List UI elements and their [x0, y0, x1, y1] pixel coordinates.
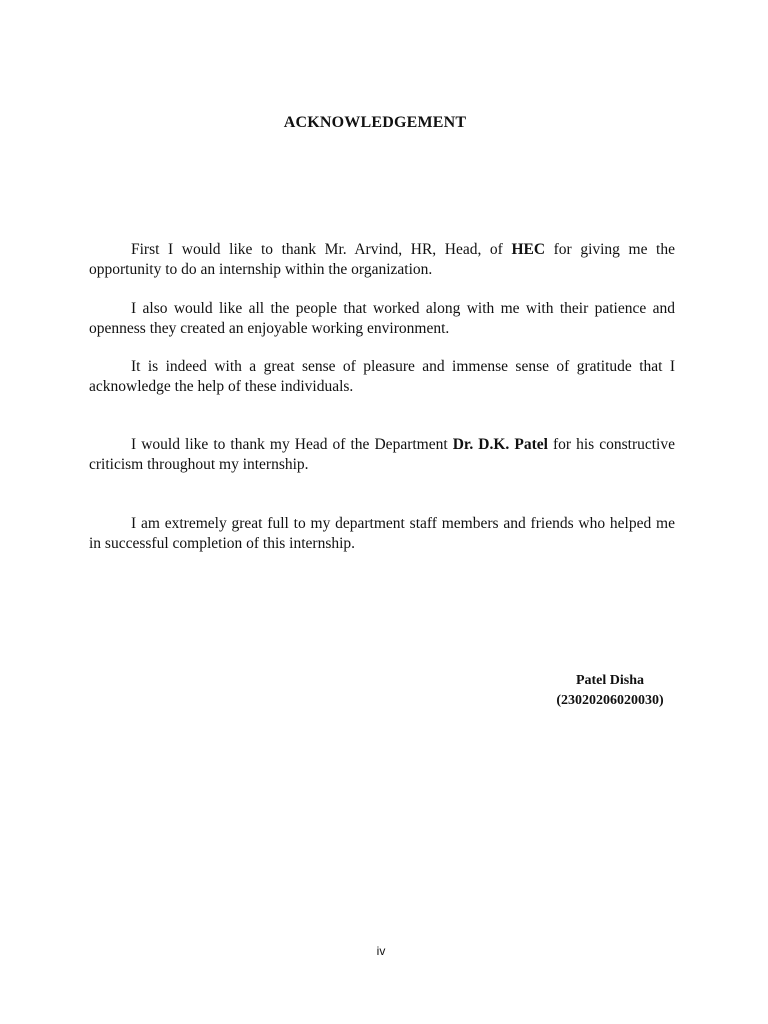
paragraph-thanks-hr	[89, 240, 675, 280]
organization-name: HEC	[511, 241, 546, 258]
paragraph-text: First I would like to thank Mr. Arvind, HR, Head, of	[131, 241, 512, 258]
paragraph-gratitude: It is indeed with a great sense of pleasure and immense sense of gratitude that I acknowledge the help of these individuals.	[89, 358, 675, 395]
signature-id: (23020206020030)	[556, 693, 664, 708]
paragraph-text: for giving me the opportunity to do an internship within the organization.	[89, 241, 675, 278]
paragraph-text: for his constructive criticism throughout my internship.	[89, 436, 675, 473]
paragraph-thanks-hod	[89, 435, 675, 475]
signature-block	[540, 671, 680, 711]
paragraph-coworkers: I also would like all the people that worked along with me with their patience and openness they created an enjoyable working environment.	[89, 300, 675, 337]
paragraph-thanks-staff: I am extremely great full to my department staff members and friends who helped me in successful completion of this internship.	[89, 515, 675, 552]
page-number: iv	[376, 944, 386, 958]
paragraph-text: I would like to thank my Head of the Department	[131, 436, 453, 453]
page-title: ACKNOWLEDGEMENT	[283, 114, 467, 131]
hod-name: Dr. D.K. Patel	[452, 436, 548, 453]
signature-name: Patel Disha	[575, 673, 645, 688]
